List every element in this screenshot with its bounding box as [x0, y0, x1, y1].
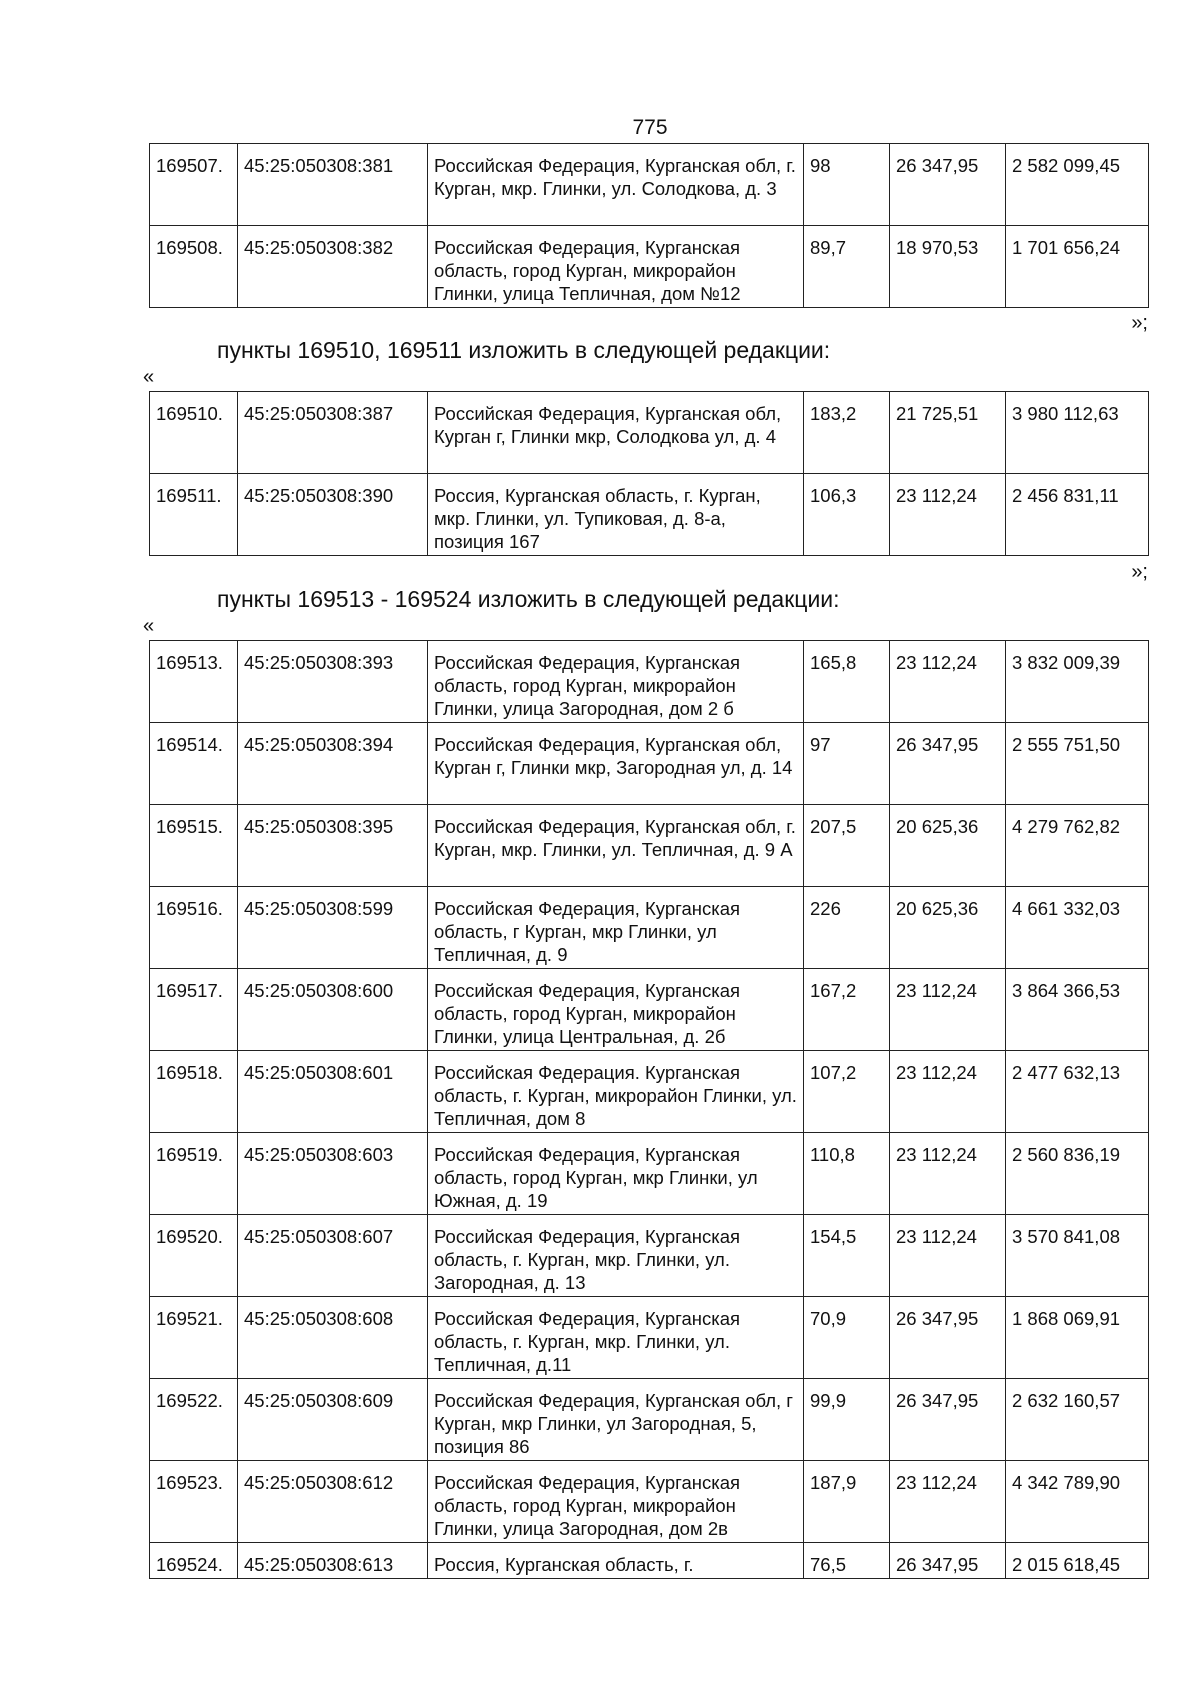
cadastral-value: 2 456 831,11	[1006, 474, 1149, 556]
address: Россия, Курганская область, г. Курган, мкр. Глинки, ул. Тупиковая, д. 8-а, позиция 167	[428, 474, 804, 556]
cadastral-number: 45:25:050308:394	[238, 723, 428, 805]
address: Россия, Курганская область, г.	[428, 1543, 804, 1579]
table-row	[150, 226, 1149, 308]
cadastral-number: 45:25:050308:387	[238, 392, 428, 474]
cadastral-value: 4 661 332,03	[1006, 887, 1149, 969]
rate: 23 112,24	[890, 1461, 1006, 1543]
amendment-paragraph: пункты 169513 - 169524 изложить в следующей редакции:	[217, 586, 840, 612]
cadastral-number: 45:25:050308:600	[238, 969, 428, 1051]
page-number: 775	[632, 116, 668, 139]
cadastral-number: 45:25:050308:609	[238, 1379, 428, 1461]
area: 165,8	[804, 641, 890, 723]
cadastral-number: 45:25:050308:603	[238, 1133, 428, 1215]
table-row	[150, 1297, 1149, 1379]
cadastral-value: 4 279 762,82	[1006, 805, 1149, 887]
address: Российская Федерация, Курганская обл, г. Курган, мкр. Глинки, ул. Тепличная, д. 9 А	[428, 805, 804, 887]
rate: 23 112,24	[890, 1215, 1006, 1297]
address: Российская Федерация, Курганская область, г. Курган, мкр. Глинки, ул. Загородная, д. 13	[428, 1215, 804, 1297]
cadastral-number: 45:25:050308:393	[238, 641, 428, 723]
table-row	[150, 1461, 1149, 1543]
rate: 23 112,24	[890, 1133, 1006, 1215]
rate: 20 625,36	[890, 805, 1006, 887]
rate: 26 347,95	[890, 1379, 1006, 1461]
address: Российская Федерация, Курганская область, г. Курган, мкр. Глинки, ул. Тепличная, д.11	[428, 1297, 804, 1379]
rate: 26 347,95	[890, 1543, 1006, 1579]
item-number: 169521.	[150, 1297, 238, 1379]
table-row	[150, 723, 1149, 805]
table-row	[150, 1051, 1149, 1133]
rate: 18 970,53	[890, 226, 1006, 308]
item-number: 169517.	[150, 969, 238, 1051]
rate: 21 725,51	[890, 392, 1006, 474]
table-row	[150, 805, 1149, 887]
property-table-3	[149, 640, 1149, 1579]
area: 187,9	[804, 1461, 890, 1543]
address: Российская Федерация, Курганская обл, г Курган, мкр Глинки, ул Загородная, 5, позиция 86	[428, 1379, 804, 1461]
area: 207,5	[804, 805, 890, 887]
cadastral-number: 45:25:050308:390	[238, 474, 428, 556]
item-number: 169522.	[150, 1379, 238, 1461]
address: Российская Федерация, Курганская область, город Курган, микрорайон Глинки, улица Центральная, д. 2б	[428, 969, 804, 1051]
area: 154,5	[804, 1215, 890, 1297]
table-row	[150, 887, 1149, 969]
cadastral-value: 3 832 009,39	[1006, 641, 1149, 723]
area: 107,2	[804, 1051, 890, 1133]
area: 110,8	[804, 1133, 890, 1215]
cadastral-value: 1 701 656,24	[1006, 226, 1149, 308]
cadastral-value: 1 868 069,91	[1006, 1297, 1149, 1379]
area: 70,9	[804, 1297, 890, 1379]
item-number: 169510.	[150, 392, 238, 474]
cadastral-value: 2 560 836,19	[1006, 1133, 1149, 1215]
address: Российская Федерация, Курганская обл, г. Курган, мкр. Глинки, ул. Солодкова, д. 3	[428, 144, 804, 226]
cadastral-number: 45:25:050308:608	[238, 1297, 428, 1379]
item-number: 169516.	[150, 887, 238, 969]
cadastral-number: 45:25:050308:601	[238, 1051, 428, 1133]
table-row	[150, 641, 1149, 723]
cadastral-value: 3 864 366,53	[1006, 969, 1149, 1051]
table-row	[150, 1215, 1149, 1297]
rate: 26 347,95	[890, 144, 1006, 226]
item-number: 169520.	[150, 1215, 238, 1297]
area: 99,9	[804, 1379, 890, 1461]
item-number: 169518.	[150, 1051, 238, 1133]
rate: 23 112,24	[890, 1051, 1006, 1133]
item-number: 169523.	[150, 1461, 238, 1543]
address: Российская Федерация, Курганская область, город Курган, микрорайон Глинки, улица Тепличная, дом №12	[428, 226, 804, 308]
rate: 23 112,24	[890, 474, 1006, 556]
table-row	[150, 1133, 1149, 1215]
rate: 26 347,95	[890, 723, 1006, 805]
area: 89,7	[804, 226, 890, 308]
rate: 20 625,36	[890, 887, 1006, 969]
cadastral-number: 45:25:050308:381	[238, 144, 428, 226]
cadastral-value: 3 980 112,63	[1006, 392, 1149, 474]
table-row	[150, 144, 1149, 226]
area: 98	[804, 144, 890, 226]
address: Российская Федерация, Курганская область, город Курган, мкр Глинки, ул Южная, д. 19	[428, 1133, 804, 1215]
table-row	[150, 1379, 1149, 1461]
area: 97	[804, 723, 890, 805]
rate: 23 112,24	[890, 969, 1006, 1051]
cadastral-number: 45:25:050308:382	[238, 226, 428, 308]
table-row	[150, 392, 1149, 474]
item-number: 169514.	[150, 723, 238, 805]
opening-quote: «	[143, 615, 155, 637]
item-number: 169507.	[150, 144, 238, 226]
cadastral-number: 45:25:050308:612	[238, 1461, 428, 1543]
cadastral-value: 2 632 160,57	[1006, 1379, 1149, 1461]
area: 167,2	[804, 969, 890, 1051]
property-table-2	[149, 391, 1149, 556]
area: 76,5	[804, 1543, 890, 1579]
address: Российская Федерация, Курганская область, город Курган, микрорайон Глинки, улица Загородная, дом 2в	[428, 1461, 804, 1543]
cadastral-value: 3 570 841,08	[1006, 1215, 1149, 1297]
item-number: 169524.	[150, 1543, 238, 1579]
opening-quote: «	[143, 366, 155, 388]
item-number: 169511.	[150, 474, 238, 556]
property-table-1	[149, 143, 1149, 308]
item-number: 169513.	[150, 641, 238, 723]
item-number: 169515.	[150, 805, 238, 887]
rate: 23 112,24	[890, 641, 1006, 723]
address: Российская Федерация, Курганская обл, Курган г, Глинки мкр, Загородная ул, д. 14	[428, 723, 804, 805]
cadastral-value: 2 582 099,45	[1006, 144, 1149, 226]
cadastral-number: 45:25:050308:599	[238, 887, 428, 969]
item-number: 169519.	[150, 1133, 238, 1215]
address: Российская Федерация, Курганская обл, Курган г, Глинки мкр, Солодкова ул, д. 4	[428, 392, 804, 474]
cadastral-number: 45:25:050308:607	[238, 1215, 428, 1297]
cadastral-number: 45:25:050308:395	[238, 805, 428, 887]
address: Российская Федерация. Курганская область, г. Курган, микрорайон Глинки, ул. Тепличная, дом 8	[428, 1051, 804, 1133]
address: Российская Федерация, Курганская область, город Курган, микрорайон Глинки, улица Загородная, дом 2 б	[428, 641, 804, 723]
rate: 26 347,95	[890, 1297, 1006, 1379]
cadastral-value: 2 555 751,50	[1006, 723, 1149, 805]
item-number: 169508.	[150, 226, 238, 308]
closing-quote: »;	[1131, 561, 1148, 583]
address: Российская Федерация, Курганская область, г Курган, мкр Глинки, ул Тепличная, д. 9	[428, 887, 804, 969]
table-row	[150, 474, 1149, 556]
area: 106,3	[804, 474, 890, 556]
table-row	[150, 1543, 1149, 1579]
area: 183,2	[804, 392, 890, 474]
cadastral-number: 45:25:050308:613	[238, 1543, 428, 1579]
cadastral-value: 2 477 632,13	[1006, 1051, 1149, 1133]
table-row	[150, 969, 1149, 1051]
amendment-paragraph: пункты 169510, 169511 изложить в следующей редакции:	[217, 337, 831, 363]
cadastral-value: 2 015 618,45	[1006, 1543, 1149, 1579]
closing-quote: »;	[1131, 312, 1148, 334]
cadastral-value: 4 342 789,90	[1006, 1461, 1149, 1543]
area: 226	[804, 887, 890, 969]
